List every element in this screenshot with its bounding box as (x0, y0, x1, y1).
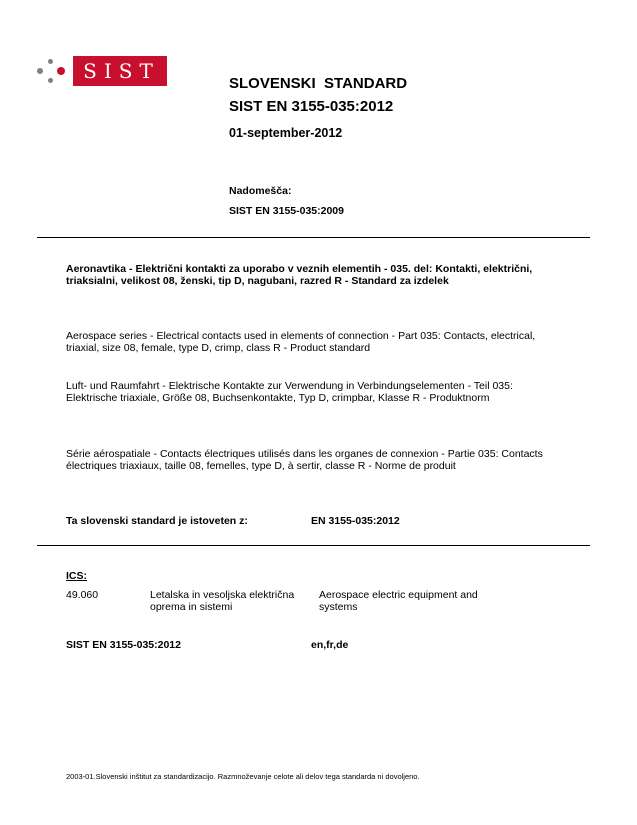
title-english: Aerospace series - Electrical contacts used in elements of connection - Part 035: Contacts, electrical, triaxial, size 08, female, type D, crimp, class R - Product standard (66, 330, 536, 354)
publication-date: 01-september-2012 (229, 126, 343, 140)
ics-heading: ICS: (66, 570, 87, 582)
logo-wordmark: SIST (73, 56, 167, 86)
title-german: Luft- und Raumfahrt - Elektrische Kontakte zur Verwendung in Verbindungselementen - Teil 035: Elektrische triaxiale, Größe 08, Buchsenkontakte, Typ D, crimpbar, Klasse R - Produktnorm (66, 380, 513, 404)
ics-description-en: Aerospace electric equipment and systems (319, 589, 478, 613)
divider-top (37, 237, 590, 238)
standard-code: SIST EN 3155-035:2012 (229, 98, 394, 115)
bottom-standard-code: SIST EN 3155-035:2012 (66, 639, 181, 651)
replaces-code: SIST EN 3155-035:2009 (229, 205, 344, 217)
title-slovenian: Aeronavtika - Električni kontakti za uporabo v veznih elementih - 035. del: Kontakti, električni, triaksialni, velikost 08, ženski, tip D, nagubani, razred R - Standard za izdelek (66, 263, 533, 287)
logo-dots-icon (37, 56, 71, 86)
divider-bottom (37, 545, 590, 546)
replaces-label: Nadomešča: (229, 185, 292, 197)
ics-code: 49.060 (66, 589, 99, 601)
sist-logo (37, 56, 167, 86)
standard-heading: SLOVENSKI STANDARD (229, 75, 408, 92)
identical-value: EN 3155-035:2012 (311, 515, 400, 527)
copyright-footer: 2003-01.Slovenski inštitut za standardizacijo. Razmnoževanje celote ali delov tega standarda ni dovoljeno. (66, 772, 420, 781)
title-french: Série aérospatiale - Contacts électriques utilisés dans les organes de connexion - Partie 035: Contacts électriques triaxiaux, taille 08, femelles, type D, à sertir, classe R - Norme de produit (66, 448, 543, 472)
identical-label: Ta slovenski standard je istoveten z: (66, 515, 248, 527)
ics-description-sl: Letalska in vesoljska električna oprema in sistemi (150, 589, 295, 613)
standard-languages: en,fr,de (311, 639, 349, 651)
